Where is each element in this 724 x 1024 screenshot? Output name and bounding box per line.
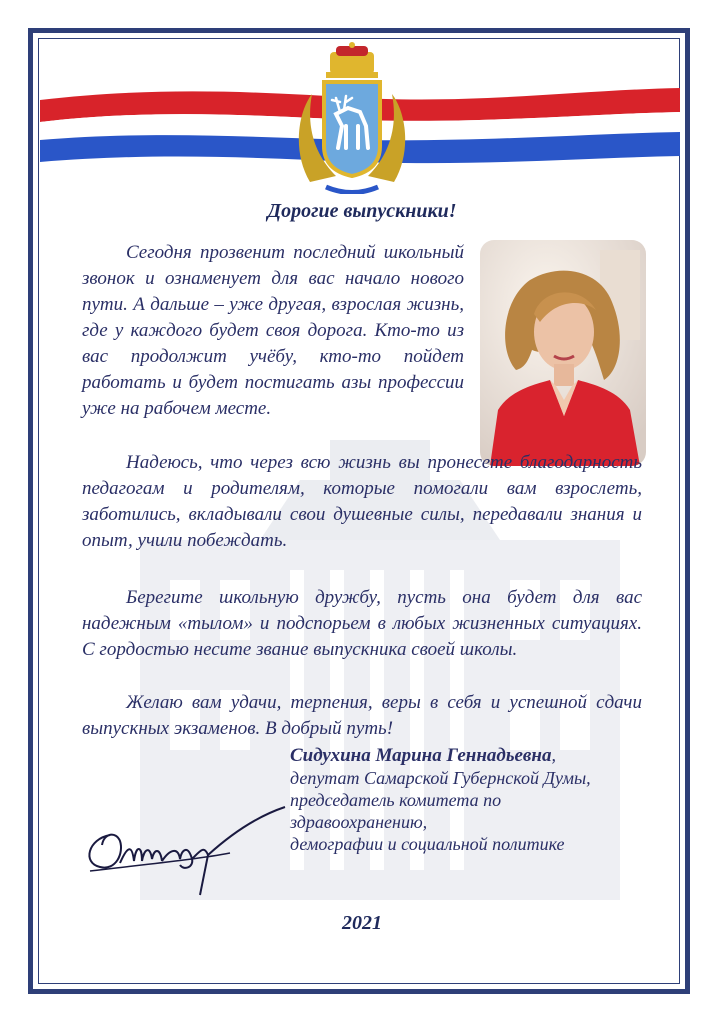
- author-name: Сидухина Марина Геннадьевна: [290, 745, 552, 766]
- author-photo: [480, 240, 646, 466]
- greeting-heading: Дорогие выпускники!: [267, 200, 457, 222]
- coat-of-arms-emblem: [296, 42, 408, 194]
- paragraph-2: Надеюсь, что через всю жизнь вы пронесете благодарность педагогам и родителям, которые помогали вам взрослеть, заботились, вкладывали свои душевные силы, передавали знания и опыт, учили побеждать.: [82, 452, 642, 551]
- paragraph-3: Берегите школьную дружбу, пусть она будет для вас надежным «тылом» и подспорьем в любых жизненных ситуациях. С гордостью несите звание выпускника своей школы.: [82, 587, 642, 660]
- signature-image: [80, 805, 290, 900]
- author-position-line-2: председатель комитета по: [290, 790, 502, 810]
- paragraph-1: Сегодня прозвенит последний школьный звонок и ознаменует для вас начало нового пути. А дальше – уже другая, взрослая жизнь, где у каждого будет своя дорога. Кто-то из вас продолжит учёбу, кто-то пойдет работать и будет постигать азы профессии уже на рабочем месте.: [82, 242, 464, 419]
- author-position-line-1: депутат Самарской Губернской Думы,: [290, 768, 591, 788]
- author-position-line-3: здравоохранению,: [290, 812, 428, 832]
- author-block: [290, 744, 670, 855]
- paragraph-4: Желаю вам удачи, терпения, веры в себя и успешной сдачи выпускных экзаменов. В добрый путь!: [82, 692, 642, 739]
- year: 2021: [342, 912, 382, 934]
- author-name-suffix: ,: [551, 745, 556, 765]
- author-position-line-4: демографии и социальной политике: [290, 834, 565, 854]
